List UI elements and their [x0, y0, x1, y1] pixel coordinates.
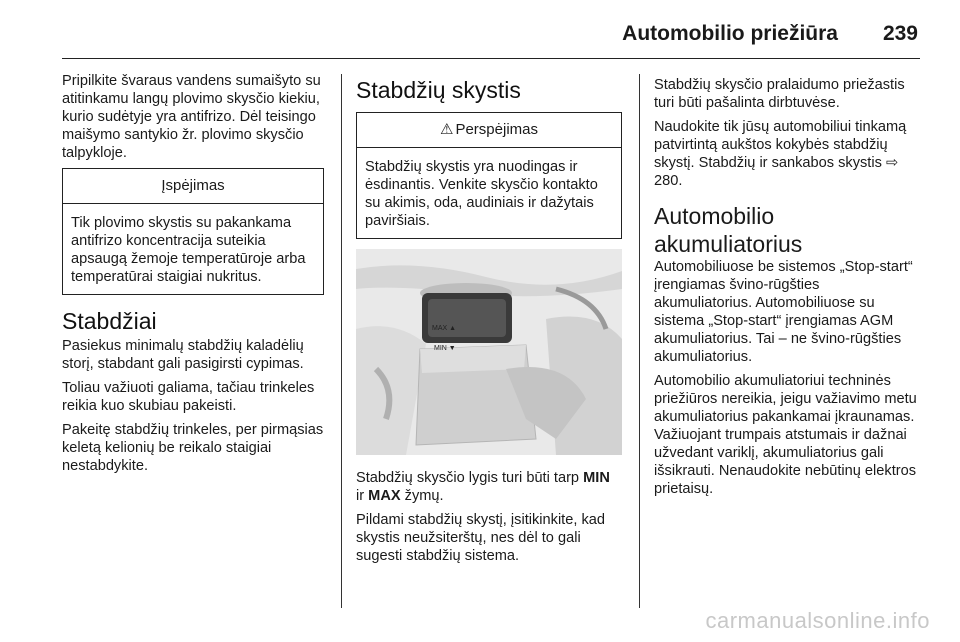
- max-mark: MAX: [368, 488, 401, 504]
- brakes-paragraph: Toliau važiuoti galiama, tačiau trinkeles reikia kuo skubiau pakeisti.: [62, 380, 315, 414]
- warning-title: Perspėjimas: [455, 121, 538, 138]
- page-header: [62, 14, 920, 59]
- brake-fluid-reservoir-photo: [356, 249, 622, 455]
- column-right: [654, 76, 920, 504]
- photo-label-max: MAX ▲: [432, 325, 457, 332]
- fluid-quality-paragraph: [654, 118, 920, 190]
- page-number: 239: [882, 22, 918, 45]
- column-left: [62, 72, 324, 481]
- level-text: Stabdžių skysčio lygis turi būti tarp: [356, 470, 584, 486]
- header-title: Automobilio priežiūra: [622, 22, 838, 45]
- brakes-heading: Stabdžiai: [62, 308, 157, 334]
- column-middle: [356, 76, 622, 571]
- photo-label-min: MIN ▼: [434, 345, 456, 352]
- warning-triangle-icon: ⚠: [440, 121, 454, 138]
- fluid-quality-text: Naudokite tik jūsų automobiliui tinkamą patvirtintą aukštos kokybės stabdžių skystį. Stabdžių ir sankabos skystis: [654, 119, 907, 171]
- brakes-paragraph: Pasiekus minimalų stabdžių kaladėlių storį, stabdant gali pasigirsti cypimas.: [62, 338, 304, 372]
- page-reference-icon: ⇨: [885, 155, 899, 171]
- page-reference-number: 280.: [654, 173, 683, 189]
- level-text: žymų.: [400, 488, 444, 504]
- leak-paragraph: Stabdžių skysčio pralaidumo priežastis turi būti pašalinta dirbtuvėse.: [654, 77, 905, 111]
- battery-paragraph: Automobiliuose be sistemos „Stop-start“ įrengiamas švino-rūgšties akumuliatorius. Automobiliuose su sistema „Stop-start“ įrengiamas AGM akumuliatorius. Tai – ne švino-rūgšties akumuliatorius.: [654, 259, 913, 365]
- caution-body: Tik plovimo skystis su pakankama antifrizo koncentracija suteikia apsaugą žemoje temperatūroje arba temperatūrai staigiai nukritus.: [71, 215, 306, 285]
- brake-fluid-heading: Stabdžių skystis: [356, 77, 521, 103]
- warning-box: [356, 112, 622, 239]
- watermark: carmanualsonline.info: [705, 608, 930, 633]
- washer-fluid-intro: Pripilkite švaraus vandens sumaišyto su atitinkamu langų plovimo skysčio kiekiu, kurio sudėtyje yra antifrizo. Dėl teisingo maišymo santykio žr. plovimo skysčio talpykloje.: [62, 73, 321, 161]
- brakes-paragraph: Pakeitę stabdžių trinkeles, per pirmąsias keletą kelionių be reikalo staigiai nestabdykite.: [62, 422, 324, 474]
- warning-body: Stabdžių skystis yra nuodingas ir ėsdinantis. Venkite skysčio kontakto su akimis, oda, audiniais ir dažytais paviršiais.: [365, 159, 598, 229]
- warning-header: [357, 113, 621, 148]
- caution-title: Įspėjimas: [63, 169, 323, 204]
- column-divider: [341, 74, 342, 608]
- column-divider: [639, 74, 640, 608]
- battery-heading: Automobilio akumuliatorius: [654, 203, 803, 257]
- refill-paragraph: Pildami stabdžių skystį, įsitikinkite, kad skystis neužsiterštų, nes dėl to gali sugesti stabdžių sistema.: [356, 512, 605, 564]
- battery-paragraph: Automobilio akumuliatoriui techninės priežiūros nereikia, jeigu važiavimo metu akumuliatorius pakankamai įkraunamas. Važiuojant trumpais atstumais ir dažnai užvedant variklį, akumuliatorius gali išsikrauti. Nenaudokite nebūtinų elektros prietaisų.: [654, 373, 917, 497]
- caution-box: [62, 168, 324, 295]
- min-mark: MIN: [583, 470, 610, 486]
- level-text: ir: [356, 488, 369, 504]
- level-paragraph: [356, 469, 622, 505]
